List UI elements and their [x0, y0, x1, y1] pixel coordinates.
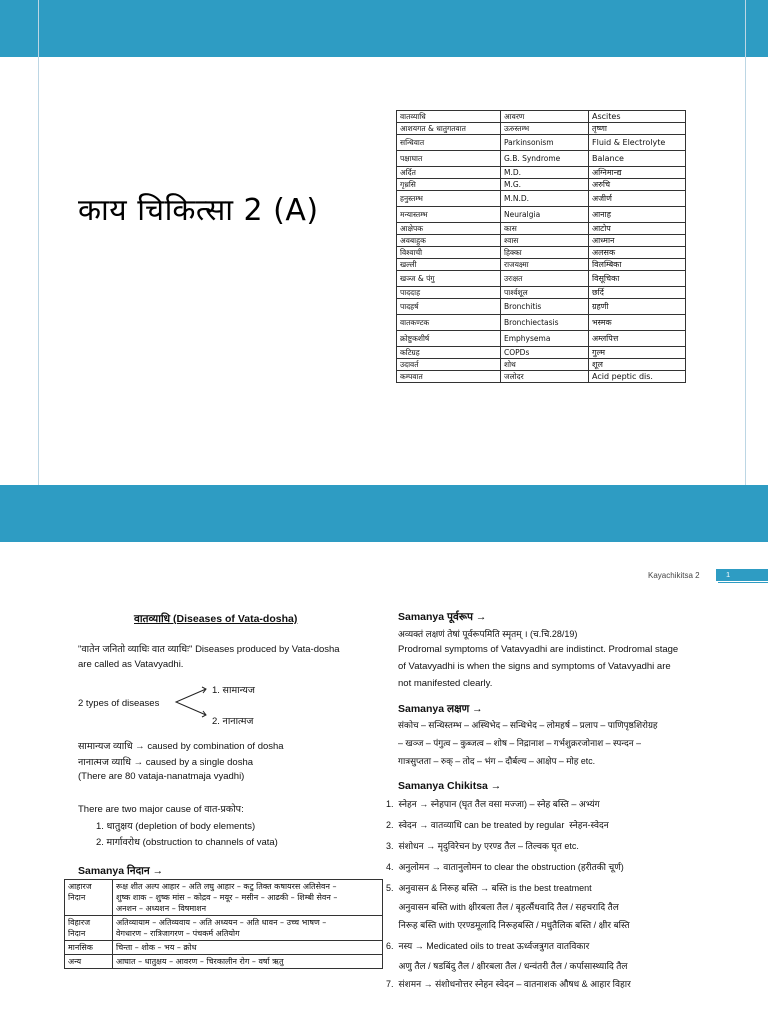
table-cell: अग्निमान्द्य	[589, 167, 686, 179]
table-cell: राजयक्ष्मा	[501, 259, 589, 271]
types-label: 2 types of diseases	[78, 698, 160, 709]
intro-line-1: "वातेन जनितो व्याधिः वात व्याधिः" Diseases produced by Vata-dosha	[78, 644, 340, 655]
table-cell: Bronchiectasis	[501, 315, 589, 331]
table-row	[397, 287, 686, 299]
table-cell: विलम्बिका	[589, 259, 686, 271]
table-cell: विसूचिका	[589, 271, 686, 287]
table-cell: Neuralgia	[501, 207, 589, 223]
chikitsa-item: 7. संशमन → संशोधनोत्तर स्नेहन स्वेदन – वातनाशक औषध & आहार विहार	[386, 979, 631, 989]
table-cell: आनाह	[589, 207, 686, 223]
lakshana-line-1: संकोच – सन्धिस्तम्भ – अस्थिभेद – सन्धिभेद – लोमहर्ष – प्रलाप – पाणिपृष्ठशिरोग्रह	[398, 720, 658, 730]
table-cell: वातव्याधि	[397, 111, 501, 123]
purvarupa-sanskrit: अव्यक्तं लक्षणं तेषां पूर्वरूपमिति स्मृतम् । (च.चि.28/19)	[398, 629, 578, 639]
table-cell: कास	[501, 223, 589, 235]
chikitsa-item: निरूह बस्ति with एरण्डमूलादि निरूहबस्ति / मधुतैलिक बस्ति / क्षीर बस्ति	[386, 920, 630, 930]
nidana-cause-line: आघात – धातुक्षय – आवरण – चिरकालीन रोग – वर्षा ऋतु	[116, 957, 284, 966]
table-row	[397, 167, 686, 179]
table-cell: M.N.D.	[501, 191, 589, 207]
nidana-row	[65, 880, 383, 916]
table-cell: क्रोष्टुकशीर्ष	[397, 331, 501, 347]
table-row	[397, 347, 686, 359]
table-row	[397, 247, 686, 259]
nidana-cause-line: वेगधारण – रात्रिजागरण – पंचकर्म अतियोग	[116, 929, 240, 938]
nidana-table	[64, 879, 383, 969]
table-cell: कम्पवात	[397, 371, 501, 383]
nidana-causes	[113, 941, 383, 955]
table-cell: ग्रहणी	[589, 299, 686, 315]
table-cell: पार्श्वशूल	[501, 287, 589, 299]
vyadhi-table	[396, 110, 686, 383]
table-cell: पक्षाघात	[397, 151, 501, 167]
nidana-cause-line: अतिव्यायाम – अतिव्यवाय – अति अध्ययन – अति धावन – उच्च भाषण –	[116, 918, 327, 927]
branch-arrows	[170, 684, 210, 720]
table-cell: उदावर्त	[397, 359, 501, 371]
lakshana-line-3: गात्रसुप्तता – रुक् – तोद – भंग – दौर्बल्य – आक्षेप – मोह etc.	[398, 756, 596, 766]
nidana-category-line: मानसिक	[68, 943, 93, 952]
nidana-cause-line: चिन्ता – शोक – भय – क्रोध	[116, 943, 197, 952]
table-row	[397, 259, 686, 271]
purvarupa-line-1: Prodromal symptoms of Vatavyadhi are indistinct. Prodromal stage	[398, 644, 679, 655]
table-row	[397, 235, 686, 247]
table-cell: Fluid & Electrolyte	[589, 135, 686, 151]
cause-intro: There are two major cause of वात-प्रकोप:	[78, 804, 244, 815]
footer-rule	[718, 582, 768, 583]
table-row	[397, 371, 686, 383]
table-cell: Emphysema	[501, 331, 589, 347]
nidana-row	[65, 941, 383, 955]
table-cell: ऊरुस्तम्भ	[501, 123, 589, 135]
table-cell: गृध्रसि	[397, 179, 501, 191]
nidana-category	[65, 880, 113, 916]
chikitsa-heading: Samanya Chikitsa →	[398, 780, 502, 792]
table-row	[397, 299, 686, 315]
table-cell: हिक्का	[501, 247, 589, 259]
nidana-causes	[113, 955, 383, 969]
nidana-causes	[113, 916, 383, 941]
table-cell: अरुचि	[589, 179, 686, 191]
table-cell: उरःक्षत	[501, 271, 589, 287]
table-cell: श्वास	[501, 235, 589, 247]
slide-right-rule	[745, 0, 746, 542]
table-cell: Bronchitis	[501, 299, 589, 315]
table-row	[397, 207, 686, 223]
nidana-category-line: निदान	[68, 929, 86, 938]
table-cell: विश्वाची	[397, 247, 501, 259]
table-row	[397, 331, 686, 347]
table-cell: गुल्म	[589, 347, 686, 359]
table-row	[397, 223, 686, 235]
table-cell: M.D.	[501, 167, 589, 179]
vyadhi-count: (There are 80 vataja-nanatmaja vyadhi)	[78, 771, 245, 782]
table-row	[397, 123, 686, 135]
table-cell: खल्ली	[397, 259, 501, 271]
slide-title: काय चिकित्सा 2 (A)	[78, 193, 319, 228]
cause-2: 2. मार्गावरोध (obstruction to channels of vata)	[96, 837, 278, 848]
table-cell: सन्धिवात	[397, 135, 501, 151]
table-row	[397, 179, 686, 191]
table-cell: Parkinsonism	[501, 135, 589, 151]
nidana-category-line: आहारज	[68, 882, 92, 891]
table-cell: Balance	[589, 151, 686, 167]
table-cell: शोथ	[501, 359, 589, 371]
table-cell: छर्दि	[589, 287, 686, 299]
nidana-cause-line: शुष्क शाक – शुष्क मांस – कोद्रव – मयूर – मसीन – आढकी – शिम्बी सेवन –	[116, 893, 338, 902]
footer-label: Kayachikitsa 2	[648, 571, 700, 580]
table-cell: आक्षेपक	[397, 223, 501, 235]
lakshana-line-2: – खञ्ज – पंगुत्व – कुब्जत्व – शोष – निद्रानाश – गर्भशुक्ररजोनाश – स्पन्दन –	[398, 738, 642, 748]
nidana-cause-line: अनशन – अध्यशन – विषमाशन	[116, 904, 207, 913]
table-cell: अम्लपित्त	[589, 331, 686, 347]
table-cell: कटिग्रह	[397, 347, 501, 359]
nidana-category	[65, 916, 113, 941]
table-cell: शूल	[589, 359, 686, 371]
table-cell: Ascites	[589, 111, 686, 123]
table-row	[397, 191, 686, 207]
table-row	[397, 151, 686, 167]
footer-band	[0, 485, 768, 542]
type-nanatmaja: 2. नानात्मज	[212, 716, 254, 727]
table-cell: हनुस्तम्भ	[397, 191, 501, 207]
table-cell: Acid peptic dis.	[589, 371, 686, 383]
table-row	[397, 271, 686, 287]
chikitsa-item: अनुवासन बस्ति with क्षीरबला तैल / बृहत्सैंधवादि तैल / सहचरादि तैल	[386, 902, 619, 912]
lakshana-heading: Samanya लक्षण →	[398, 703, 483, 715]
nidana-causes	[113, 880, 383, 916]
vatavyadhi-heading: वातव्याधि (Diseases of Vata-dosha)	[134, 613, 298, 625]
table-row	[397, 315, 686, 331]
table-cell: जलोदर	[501, 371, 589, 383]
header-band	[0, 0, 768, 57]
purvarupa-line-3: not manifested clearly.	[398, 678, 493, 689]
chikitsa-item: 6. नस्य → Medicated oils to treat ऊर्ध्वजत्रुगत वातविकार	[386, 941, 590, 951]
chikitsa-item: अणु तैल / षडबिंदु तैल / क्षीरबला तैल / धन्वंतरी तैल / कर्पासास्थ्यादि तैल	[386, 961, 628, 971]
table-cell: अलसक	[589, 247, 686, 259]
page-number: 1	[716, 569, 768, 581]
nidana-category-line: विहारज	[68, 918, 91, 927]
chikitsa-item: 5. अनुवासन & निरूह बस्ति → बस्ति is the best treatment	[386, 883, 592, 893]
table-cell: वातकण्टक	[397, 315, 501, 331]
purvarupa-line-2: of Vatavyadhi is when the signs and symptoms of Vatavyadhi are	[398, 661, 671, 672]
cause-1: 1. धातुक्षय (depletion of body elements)	[96, 821, 256, 832]
nidana-category-line: अन्य	[68, 957, 82, 966]
nidana-row	[65, 916, 383, 941]
table-cell: M.G.	[501, 179, 589, 191]
table-cell: आटोप	[589, 223, 686, 235]
samanyaja-line: सामान्यज व्याधि → caused by combination of dosha	[78, 741, 284, 752]
table-cell: आवरण	[501, 111, 589, 123]
nidana-cause-line: रूक्ष शीत अल्प आहार – अति लघु आहार – कटु तिक्त कषायरस अतिसेवन –	[116, 882, 337, 891]
table-cell: भस्मक	[589, 315, 686, 331]
nidana-category	[65, 955, 113, 969]
table-cell: G.B. Syndrome	[501, 151, 589, 167]
table-cell: अर्दित	[397, 167, 501, 179]
nidana-category	[65, 941, 113, 955]
chikitsa-item: 2. स्वेदन → वातव्याधि can be treated by regular स्नेहन-स्वेदन	[386, 820, 609, 830]
table-cell: पादहर्ष	[397, 299, 501, 315]
slide-left-rule	[38, 0, 39, 542]
table-row	[397, 111, 686, 123]
table-cell: मन्यास्तम्भ	[397, 207, 501, 223]
table-cell: तृष्णा	[589, 123, 686, 135]
table-cell: आशयगत & धातुगतवात	[397, 123, 501, 135]
nidana-row	[65, 955, 383, 969]
nidana-category-line: निदान	[68, 893, 86, 902]
table-cell: अजीर्ण	[589, 191, 686, 207]
chikitsa-item: 1. स्नेहन → स्नेहपान (घृत तैल वसा मज्जा) – स्नेह बस्ति – अभ्यंग	[386, 799, 600, 809]
table-cell: खञ्ज & पंगु	[397, 271, 501, 287]
table-cell: पाददाह	[397, 287, 501, 299]
chikitsa-item: 4. अनुलोमन → वातानुलोमन to clear the obstruction (हरीतकी चूर्ण)	[386, 862, 624, 872]
intro-line-2: are called as Vatavyadhi.	[78, 659, 184, 670]
nidana-heading: Samanya निदान →	[78, 865, 164, 877]
table-cell: अवबाहुक	[397, 235, 501, 247]
table-row	[397, 359, 686, 371]
table-cell: COPDs	[501, 347, 589, 359]
nanatmaja-line: नानात्मज व्याधि → caused by a single dosha	[78, 757, 254, 768]
table-row	[397, 135, 686, 151]
chikitsa-item: 3. संशोधन → मृदुविरेचन by एरण्ड तैल – तिल्वक घृत etc.	[386, 841, 579, 851]
type-samanyaja: 1. सामान्यज	[212, 685, 255, 696]
purvarupa-heading: Samanya पूर्वरूप →	[398, 611, 487, 623]
table-cell: आध्मान	[589, 235, 686, 247]
